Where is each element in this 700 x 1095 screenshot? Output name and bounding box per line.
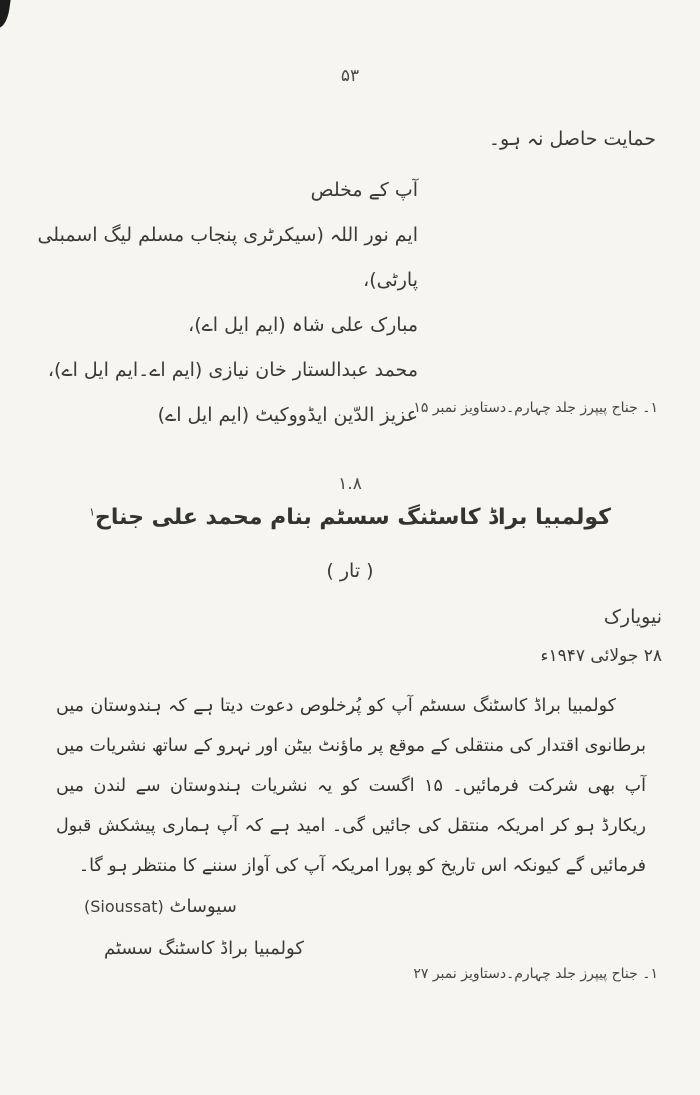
letter-place: نیویارک xyxy=(603,606,662,628)
section-title-text: کولمبیا براڈ کاسٹنگ سسٹم بنام محمد علی جناح xyxy=(94,505,611,530)
signatory-name: محمد عبدالستار خان نیازی (ایم اے۔ایم ایل اے)، xyxy=(47,359,418,381)
footnote-document-27: ۱۔ جناح پیپرز جلد چہارم۔دستاویز نمبر ۲۷ xyxy=(413,966,658,982)
signatory-name: عزیز الدّین ایڈووکیٹ (ایم ایل اے) xyxy=(157,404,418,426)
section-number: ۱.۸ xyxy=(338,474,362,494)
page-number: ۵۳ xyxy=(340,66,360,86)
footnote-marker: ۱ xyxy=(89,505,95,519)
letter-date: ۲۸ جولائی ۱۹۴۷ء xyxy=(540,646,662,666)
signature-block xyxy=(0,168,418,438)
sender-name-line xyxy=(84,896,237,917)
sender-name-latin: (Sioussat) xyxy=(84,897,164,916)
letter-closing-line: حمایت حاصل نہ ہو۔ xyxy=(488,128,656,150)
sender-name-urdu: سیوساٹ xyxy=(169,896,237,917)
sender-organization: کولمبیا براڈ کاسٹنگ سسٹم xyxy=(104,938,304,959)
signature-salutation: آپ کے مخلص xyxy=(310,179,418,201)
scan-corner-smudge xyxy=(0,0,11,29)
signatory-name: ایم نور اللہ (سیکرٹری پنجاب مسلم لیگ اسمبلی پارٹی)، xyxy=(37,224,418,291)
section-subtitle-telegram: ( تار ) xyxy=(326,560,374,582)
signatory-name: مبارک علی شاہ (ایم ایل اے)، xyxy=(188,314,418,336)
section-title xyxy=(0,505,700,530)
footnote-document-15: ۱۔ جناح پیپرز جلد چہارم۔دستاویز نمبر ۱۵ xyxy=(413,400,658,416)
letter-body-paragraph: کولمبیا براڈ کاسٹنگ سسٹم آپ کو پُرخلوص دعوت دیتا ہے کہ ہندوستان میں برطانوی اقتدار کی منتقلی کے موقع پر ماؤنٹ بیٹن اور نہرو کے ساتھ نشریات میں آپ بھی شرکت فرمائیں۔ ۱۵ اگست کو یہ نشریات ہندوستان سے لندن میں ریکارڈ ہو کر امریکہ منتقل کی جائیں گی۔ امید ہے کہ آپ ہماری پیشکش قبول فرمائیں گے کیونکہ اس تاریخ کو پورا امریکہ آپ کی آواز سننے کا منتظر ہو گا۔ xyxy=(56,696,646,876)
